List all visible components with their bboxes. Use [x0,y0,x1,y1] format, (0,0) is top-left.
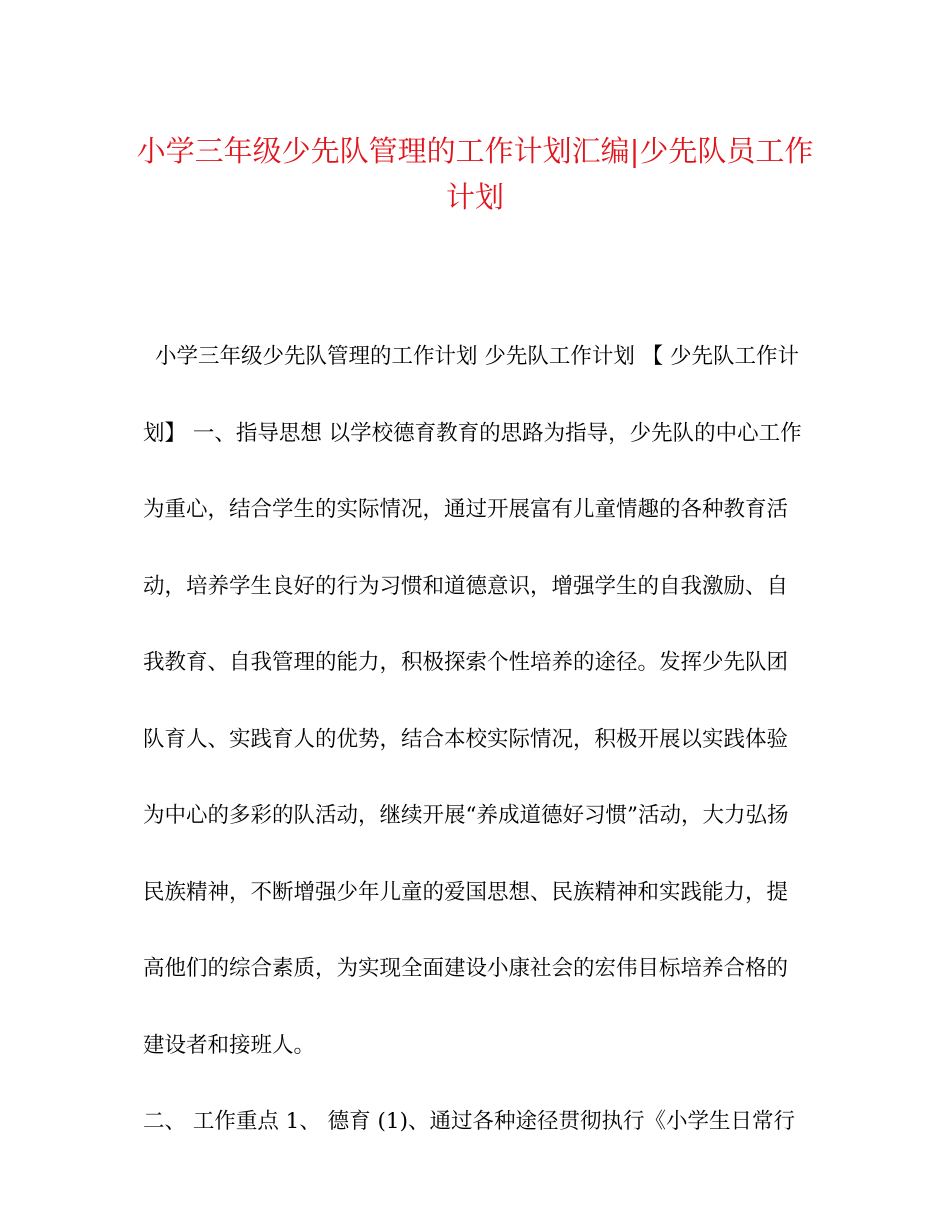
body-line-1: 小学三年级少先队管理的工作计划 少先队工作计划 【 少先队工作计 [155,344,800,369]
body-line-6: 队育人、实践育人的优势，结合本校实际情况，积极开展以实践体验 [143,726,789,752]
body-line-8: 民族精神，不断增强少年儿童的爱国思想、民族精神和实践能力，提 [143,879,789,905]
body-line-5: 我教育、自我管理的能力，积极探索个性培养的途径。发挥少先队团 [143,650,789,675]
title-line-2: 计划 [445,180,504,214]
body-line-4: 动，培养学生良好的行为习惯和道德意识，增强学生的自我激励、自 [143,573,789,599]
body-line-9: 高他们的综合素质，为实现全面建设小康社会的宏伟目标培养合格的 [143,956,789,981]
body-line-11: 二、 工作重点 1、 德育 (1)、通过各种途径贯彻执行《小学生日常行 [143,1109,795,1134]
title-line-1: 小学三年级少先队管理的工作计划汇编|少先队员工作 [136,134,814,168]
body-line-2: 划】 一、指导思想 以学校德育教育的思路为指导，少先队的中心工作 [143,420,802,446]
body-line-7: 为中心的多彩的队活动，继续开展“养成道德好习惯”活动，大力弘扬 [143,803,789,828]
body-line-3: 为重心，结合学生的实际情况，通过开展富有儿童情趣的各种教育活 [143,497,789,522]
document-body [143,337,823,1179]
body-line-10: 建设者和接班人。 [143,1032,316,1058]
document-title [120,128,830,220]
